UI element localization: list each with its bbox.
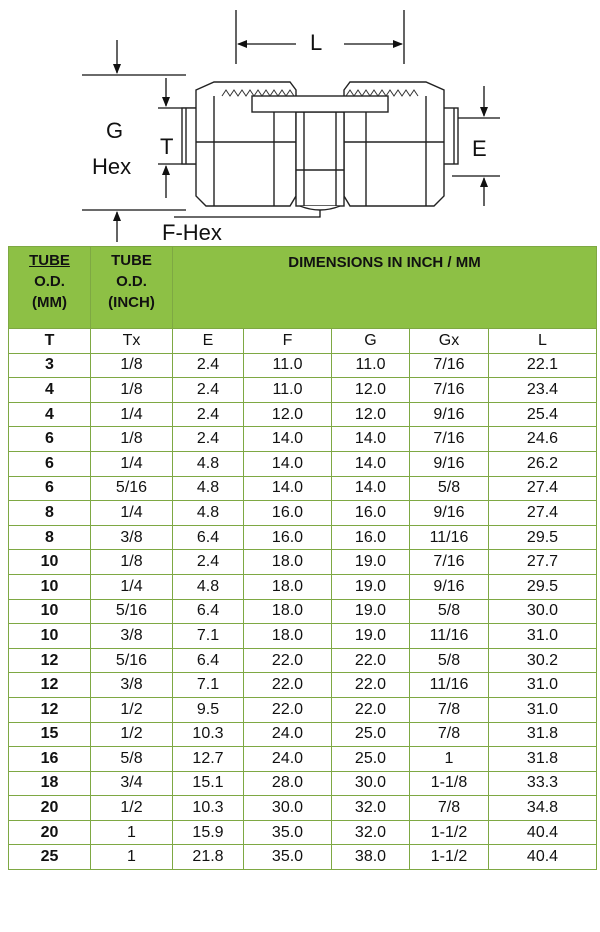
table-cell: 12 xyxy=(9,697,91,722)
table-cell: 14.0 xyxy=(332,427,410,452)
table-cell: 2.4 xyxy=(173,402,244,427)
table-cell: 1/4 xyxy=(91,402,173,427)
table-cell: 10 xyxy=(9,624,91,649)
table-cell: 12.0 xyxy=(244,402,332,427)
table-cell: 4.8 xyxy=(173,501,244,526)
table-cell: 24.0 xyxy=(244,747,332,772)
table-cell: 18.0 xyxy=(244,624,332,649)
table-cell: 8 xyxy=(9,501,91,526)
table-cell: 12 xyxy=(9,673,91,698)
table-cell: 19.0 xyxy=(332,550,410,575)
table-cell: 4 xyxy=(9,378,91,403)
table-cell: 18.0 xyxy=(244,574,332,599)
table-cell: 4.8 xyxy=(173,574,244,599)
table-cell: 3/8 xyxy=(91,624,173,649)
table-row xyxy=(9,451,597,476)
table-cell: 11.0 xyxy=(244,378,332,403)
dimensions-table xyxy=(8,246,597,870)
table-cell: 16 xyxy=(9,747,91,772)
table-row xyxy=(9,378,597,403)
label-f-hex: F-Hex xyxy=(162,220,222,245)
table-cell: 16.0 xyxy=(244,525,332,550)
table-cell: 6.4 xyxy=(173,648,244,673)
table-cell: 31.0 xyxy=(489,697,597,722)
table-cell: 24.0 xyxy=(244,722,332,747)
table-cell: 1 xyxy=(91,820,173,845)
table-cell: 1-1/2 xyxy=(410,845,489,870)
table-row xyxy=(9,845,597,870)
col-header: G xyxy=(332,329,410,354)
table-cell: 9/16 xyxy=(410,402,489,427)
table-cell: 4.8 xyxy=(173,451,244,476)
table-cell: 9/16 xyxy=(410,574,489,599)
table-cell: 7/16 xyxy=(410,378,489,403)
col-header: Tx xyxy=(91,329,173,354)
table-row xyxy=(9,427,597,452)
table-cell: 22.0 xyxy=(244,697,332,722)
table-cell: 4.8 xyxy=(173,476,244,501)
table-cell: 2.4 xyxy=(173,427,244,452)
table-cell: 15.9 xyxy=(173,820,244,845)
table-cell: 11/16 xyxy=(410,624,489,649)
table-row xyxy=(9,796,597,821)
table-cell: 38.0 xyxy=(332,845,410,870)
table-row xyxy=(9,550,597,575)
table-cell: 1/2 xyxy=(91,722,173,747)
table-row xyxy=(9,525,597,550)
label-t: T xyxy=(160,134,174,159)
table-row xyxy=(9,771,597,796)
table-cell: 10 xyxy=(9,599,91,624)
table-cell: 2.4 xyxy=(173,378,244,403)
col-header: F xyxy=(244,329,332,354)
table-cell: 8 xyxy=(9,525,91,550)
table-cell: 1-1/2 xyxy=(410,820,489,845)
table-cell: 23.4 xyxy=(489,378,597,403)
header-tube-od-inch: TUBE O.D. (INCH) xyxy=(91,247,173,329)
table-cell: 22.0 xyxy=(244,673,332,698)
table-cell: 32.0 xyxy=(332,820,410,845)
table-cell: 30.2 xyxy=(489,648,597,673)
table-row xyxy=(9,747,597,772)
table-cell: 12.7 xyxy=(173,747,244,772)
table-cell: 6.4 xyxy=(173,599,244,624)
table-cell: 22.0 xyxy=(244,648,332,673)
table-cell: 12.0 xyxy=(332,402,410,427)
table-row xyxy=(9,722,597,747)
table-row xyxy=(9,648,597,673)
table-cell: 7/16 xyxy=(410,427,489,452)
table-cell: 5/16 xyxy=(91,648,173,673)
table-cell: 10.3 xyxy=(173,722,244,747)
table-cell: 12 xyxy=(9,648,91,673)
table-cell: 1/8 xyxy=(91,427,173,452)
table-cell: 20 xyxy=(9,796,91,821)
table-cell: 11.0 xyxy=(244,353,332,378)
fitting-diagram xyxy=(0,0,600,246)
table-cell: 18.0 xyxy=(244,550,332,575)
table-cell: 22.0 xyxy=(332,673,410,698)
table-cell: 16.0 xyxy=(244,501,332,526)
table-cell: 10 xyxy=(9,550,91,575)
table-cell: 25 xyxy=(9,845,91,870)
label-hex: Hex xyxy=(92,154,132,179)
table-cell: 3/8 xyxy=(91,525,173,550)
table-row xyxy=(9,574,597,599)
table-cell: 40.4 xyxy=(489,845,597,870)
table-cell: 30.0 xyxy=(332,771,410,796)
table-cell: 24.6 xyxy=(489,427,597,452)
table-cell: 10 xyxy=(9,574,91,599)
table-cell: 33.3 xyxy=(489,771,597,796)
table-cell: 6 xyxy=(9,451,91,476)
table-cell: 1/2 xyxy=(91,796,173,821)
table-cell: 31.8 xyxy=(489,722,597,747)
label-g: G xyxy=(106,118,124,143)
table-cell: 19.0 xyxy=(332,624,410,649)
table-cell: 16.0 xyxy=(332,525,410,550)
table-cell: 6 xyxy=(9,476,91,501)
table-cell: 18.0 xyxy=(244,599,332,624)
table-cell: 1/4 xyxy=(91,574,173,599)
col-header: L xyxy=(489,329,597,354)
table-cell: 11.0 xyxy=(332,353,410,378)
table-cell: 27.4 xyxy=(489,501,597,526)
table-row xyxy=(9,820,597,845)
col-header: E xyxy=(173,329,244,354)
table-cell: 7/16 xyxy=(410,353,489,378)
label-l: L xyxy=(310,30,323,55)
table-cell: 35.0 xyxy=(244,845,332,870)
table-row xyxy=(9,476,597,501)
table-cell: 29.5 xyxy=(489,574,597,599)
table-cell: 2.4 xyxy=(173,353,244,378)
table-row xyxy=(9,599,597,624)
table-cell: 7/16 xyxy=(410,550,489,575)
table-cell: 25.4 xyxy=(489,402,597,427)
table-cell: 16.0 xyxy=(332,501,410,526)
header-dimensions: DIMENSIONS IN INCH / MM xyxy=(173,247,597,329)
table-cell: 10.3 xyxy=(173,796,244,821)
table-cell: 29.5 xyxy=(489,525,597,550)
table-cell: 1 xyxy=(91,845,173,870)
table-cell: 25.0 xyxy=(332,722,410,747)
union-fitting-drawing xyxy=(0,0,600,246)
table-cell: 19.0 xyxy=(332,599,410,624)
table-cell: 9/16 xyxy=(410,451,489,476)
table-cell: 22.0 xyxy=(332,648,410,673)
column-header-row xyxy=(9,329,597,354)
table-cell: 26.2 xyxy=(489,451,597,476)
table-cell: 1/8 xyxy=(91,378,173,403)
table-cell: 5/16 xyxy=(91,599,173,624)
table-cell: 1/4 xyxy=(91,451,173,476)
table-cell: 21.8 xyxy=(173,845,244,870)
label-e: E xyxy=(472,136,487,161)
table-cell: 15.1 xyxy=(173,771,244,796)
table-row xyxy=(9,501,597,526)
col-header: Gx xyxy=(410,329,489,354)
table-cell: 19.0 xyxy=(332,574,410,599)
table-cell: 5/8 xyxy=(91,747,173,772)
table-cell: 3/8 xyxy=(91,673,173,698)
table-cell: 11/16 xyxy=(410,525,489,550)
table-cell: 7/8 xyxy=(410,697,489,722)
table-cell: 4 xyxy=(9,402,91,427)
table-cell: 14.0 xyxy=(332,476,410,501)
table-cell: 34.8 xyxy=(489,796,597,821)
table-cell: 1/8 xyxy=(91,353,173,378)
table-cell: 31.0 xyxy=(489,673,597,698)
table-row xyxy=(9,673,597,698)
table-cell: 1-1/8 xyxy=(410,771,489,796)
table-cell: 1/2 xyxy=(91,697,173,722)
table-cell: 9/16 xyxy=(410,501,489,526)
table-cell: 6.4 xyxy=(173,525,244,550)
table-cell: 32.0 xyxy=(332,796,410,821)
table-cell: 5/16 xyxy=(91,476,173,501)
table-cell: 12.0 xyxy=(332,378,410,403)
table-cell: 5/8 xyxy=(410,648,489,673)
table-cell: 3/4 xyxy=(91,771,173,796)
table-cell: 7.1 xyxy=(173,624,244,649)
table-cell: 30.0 xyxy=(489,599,597,624)
table-cell: 28.0 xyxy=(244,771,332,796)
table-cell: 20 xyxy=(9,820,91,845)
table-row xyxy=(9,697,597,722)
table-cell: 14.0 xyxy=(244,476,332,501)
table-cell: 14.0 xyxy=(332,451,410,476)
table-cell: 5/8 xyxy=(410,599,489,624)
table-cell: 35.0 xyxy=(244,820,332,845)
table-cell: 9.5 xyxy=(173,697,244,722)
table-cell: 1/8 xyxy=(91,550,173,575)
table-cell: 40.4 xyxy=(489,820,597,845)
table-body xyxy=(9,329,597,870)
table-row xyxy=(9,624,597,649)
table-cell: 1/4 xyxy=(91,501,173,526)
table-cell: 2.4 xyxy=(173,550,244,575)
table-cell: 7/8 xyxy=(410,722,489,747)
table-cell: 31.8 xyxy=(489,747,597,772)
fitting-body xyxy=(182,82,458,210)
table-cell: 3 xyxy=(9,353,91,378)
table-cell: 15 xyxy=(9,722,91,747)
table-cell: 27.7 xyxy=(489,550,597,575)
table-cell: 18 xyxy=(9,771,91,796)
table-cell: 30.0 xyxy=(244,796,332,821)
table-cell: 22.0 xyxy=(332,697,410,722)
table-cell: 1 xyxy=(410,747,489,772)
table-cell: 6 xyxy=(9,427,91,452)
table-cell: 25.0 xyxy=(332,747,410,772)
table-cell: 14.0 xyxy=(244,451,332,476)
table-cell: 27.4 xyxy=(489,476,597,501)
table-cell: 7/8 xyxy=(410,796,489,821)
table-row xyxy=(9,353,597,378)
table-row xyxy=(9,402,597,427)
table-cell: 31.0 xyxy=(489,624,597,649)
table-cell: 7.1 xyxy=(173,673,244,698)
table-cell: 14.0 xyxy=(244,427,332,452)
col-header: T xyxy=(9,329,91,354)
table-cell: 22.1 xyxy=(489,353,597,378)
table-cell: 11/16 xyxy=(410,673,489,698)
table-cell: 5/8 xyxy=(410,476,489,501)
header-tube-od-mm: TUBE O.D. (MM) xyxy=(9,247,91,329)
